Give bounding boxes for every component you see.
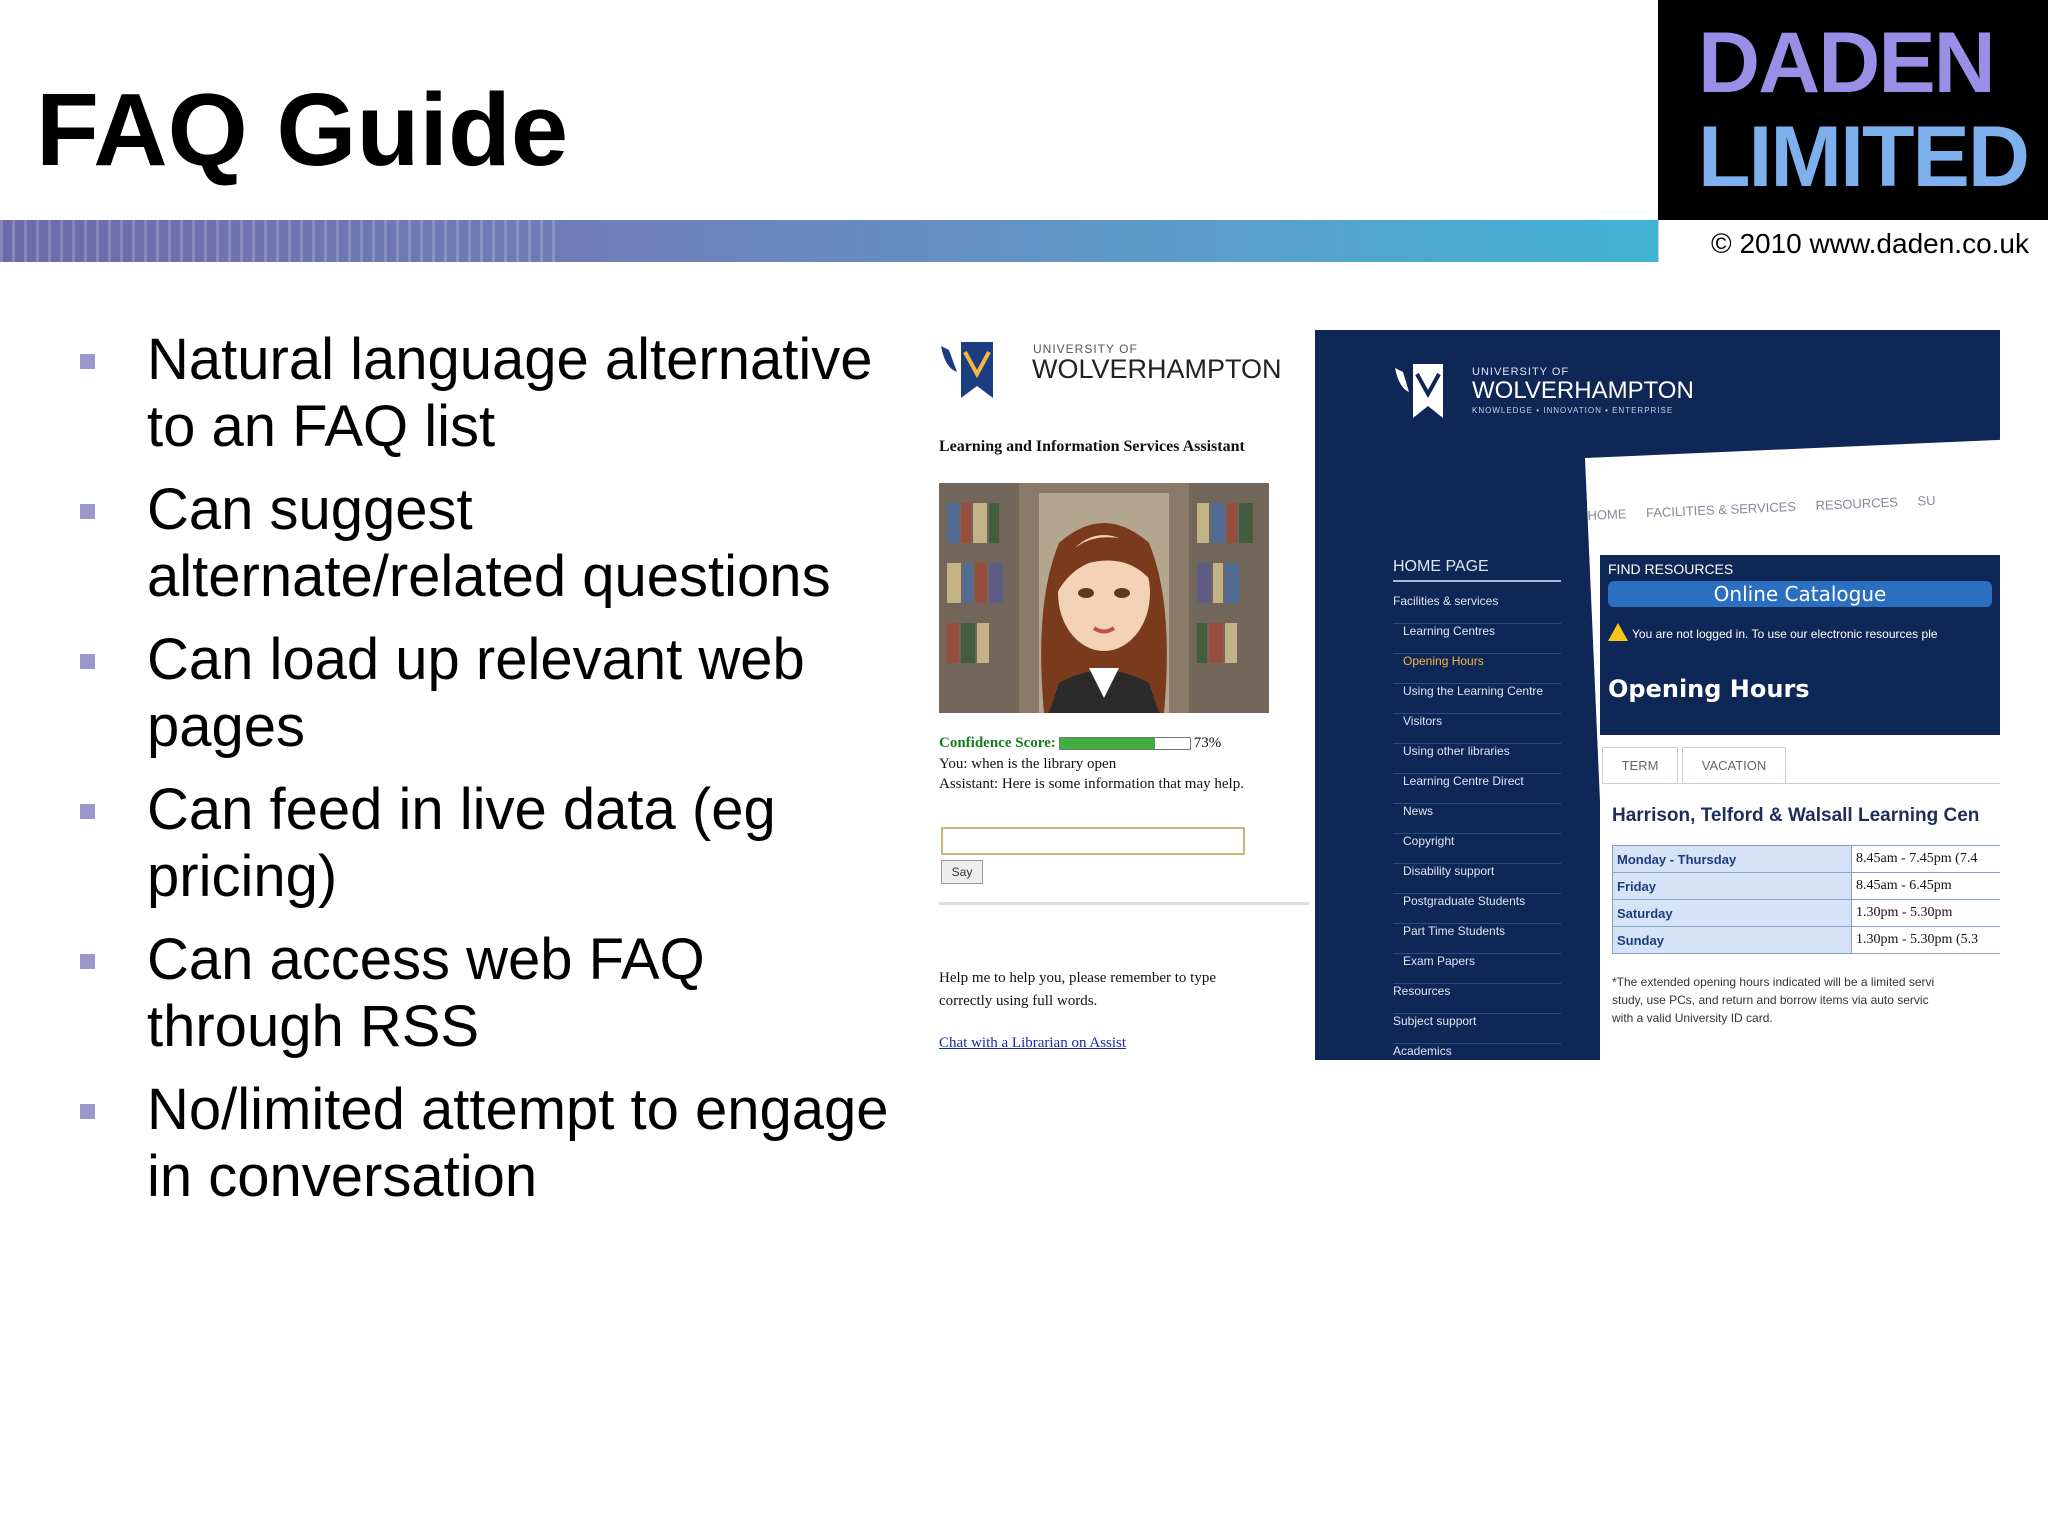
time-cell: 1.30pm - 5.30pm — [1852, 900, 2001, 927]
day-cell: Friday — [1613, 873, 1852, 900]
chat-with-librarian-link[interactable]: Chat with a Librarian on Assist — [939, 1035, 1127, 1051]
bullet-text: Natural language alternative to an FAQ list — [147, 327, 873, 459]
sidebar-item[interactable]: Copyright — [1393, 834, 1561, 864]
logo-line-1: DADEN — [1698, 15, 1994, 111]
nav-more[interactable]: SU — [1917, 492, 1936, 509]
uni-name: WOLVERHAMPTON — [1032, 354, 1282, 384]
band-stripes — [0, 220, 560, 262]
bullet-item — [0, 926, 900, 1060]
bullet-text: Can load up relevant web pages — [147, 627, 805, 759]
time-cell: 8.45am - 7.45pm (7.4 — [1852, 846, 2001, 873]
day-cell: Monday - Thursday — [1613, 846, 1852, 873]
logo-line-2: LIMITED — [1698, 109, 2028, 205]
confidence-row — [939, 735, 1221, 752]
bullet-marker-icon — [80, 354, 95, 369]
sidebar-item[interactable]: Exam Papers — [1393, 954, 1561, 984]
tab-vacation[interactable]: VACATION — [1682, 747, 1786, 784]
uni-small-label: UNIVERSITY OF — [1033, 342, 1138, 356]
bullet-marker-icon — [80, 954, 95, 969]
table-row — [1613, 900, 2001, 927]
say-button[interactable]: Say — [941, 860, 983, 884]
footnote-line-2: study, use PCs, and return and borrow items via auto servic — [1612, 993, 1929, 1007]
table-row — [1613, 846, 2001, 873]
sidebar-item[interactable]: Using other libraries — [1393, 744, 1561, 774]
bullet-item — [0, 1076, 900, 1210]
uni-name: WOLVERHAMPTON — [1472, 377, 1694, 404]
hours-content — [1600, 735, 2000, 1060]
confidence-bar-fill — [1060, 738, 1155, 749]
tab-divider — [1602, 783, 2000, 784]
sidebar-items — [1393, 594, 1561, 1060]
bullet-marker-icon — [80, 1104, 95, 1119]
assistant-screenshot — [925, 320, 1315, 1065]
tab-term[interactable]: TERM — [1602, 747, 1678, 784]
time-cell: 1.30pm - 5.30pm (5.3 — [1852, 927, 2001, 954]
uni-small-label: UNIVERSITY OF — [1472, 366, 1570, 378]
sidebar-item[interactable]: Academics — [1393, 1044, 1561, 1060]
assistant-line: Assistant: Here is some information that may help. — [939, 776, 1244, 792]
table-row — [1613, 927, 2001, 954]
bullet-marker-icon — [80, 804, 95, 819]
opening-hours-heading: Opening Hours — [1608, 675, 1810, 703]
nav-resources[interactable]: RESOURCES — [1815, 494, 1899, 513]
bullet-item — [0, 326, 900, 460]
table-row — [1613, 873, 2001, 900]
find-resources-label: FIND RESOURCES — [1608, 561, 1734, 577]
confidence-value: 73% — [1193, 735, 1222, 751]
university-logo-icon — [1395, 360, 1445, 420]
sidebar-item[interactable]: Disability support — [1393, 864, 1561, 894]
sidebar-item[interactable]: Learning Centre Direct — [1393, 774, 1561, 804]
confidence-label: Confidence Score: — [939, 735, 1056, 751]
time-cell: 8.45am - 6.45pm — [1852, 873, 2001, 900]
footnote-line-3: with a valid University ID card. — [1612, 1011, 1773, 1025]
top-nav — [1587, 489, 2000, 523]
uni-tagline: KNOWLEDGE • INNOVATION • ENTERPRISE — [1472, 406, 1674, 415]
footnote-line-1: *The extended opening hours indicated will be a limited servi — [1612, 975, 1935, 989]
bullet-text: Can feed in live data (eg pricing) — [147, 777, 776, 909]
assistant-avatar — [939, 483, 1269, 713]
chat-input[interactable] — [941, 827, 1245, 855]
nav-home[interactable]: HOME — [1587, 506, 1627, 523]
online-catalogue-button[interactable]: Online Catalogue — [1608, 581, 1992, 607]
hours-table — [1612, 845, 2000, 954]
bullet-marker-icon — [80, 654, 95, 669]
divider — [939, 902, 1309, 905]
bullet-text: Can suggest alternate/related questions — [147, 477, 831, 609]
bullet-item — [0, 776, 900, 910]
find-resources-box — [1600, 555, 2000, 735]
sidebar-item[interactable]: Subject support — [1393, 1014, 1561, 1044]
nav-facilities[interactable]: FACILITIES & SERVICES — [1645, 498, 1797, 521]
copyright-text: © 2010 www.daden.co.uk — [1711, 228, 2029, 259]
sidebar — [1393, 558, 1561, 1060]
sidebar-item[interactable]: Visitors — [1393, 714, 1561, 744]
bullet-marker-icon — [80, 504, 95, 519]
slide-title: FAQ Guide — [36, 72, 569, 187]
sidebar-item[interactable]: Postgraduate Students — [1393, 894, 1561, 924]
day-cell: Sunday — [1613, 927, 1852, 954]
warning-text: You are not logged in. To use our electronic resources ple — [1632, 627, 1938, 641]
warning-icon — [1608, 623, 1628, 641]
login-warning — [1608, 623, 1938, 641]
copyright-box — [1658, 220, 2048, 262]
day-cell: Saturday — [1613, 900, 1852, 927]
bullet-item — [0, 626, 900, 760]
sidebar-item[interactable]: News — [1393, 804, 1561, 834]
you-line: You: when is the library open — [939, 756, 1117, 772]
assistant-page-title: Learning and Information Services Assistant — [939, 438, 1245, 455]
help-line-2: correctly using full words. — [939, 993, 1098, 1009]
sidebar-item[interactable]: Part Time Students — [1393, 924, 1561, 954]
help-line-1: Help me to help you, please remember to type — [939, 970, 1216, 986]
university-logo-icon — [939, 338, 995, 400]
bullet-text: No/limited attempt to engage in conversation — [147, 1077, 889, 1209]
sidebar-item[interactable]: Learning Centres — [1393, 624, 1561, 654]
bullet-item — [0, 476, 900, 610]
campus-heading: Harrison, Telford & Walsall Learning Cen — [1612, 805, 1980, 826]
bullet-list — [0, 326, 900, 1226]
library-website-screenshot — [1315, 330, 2000, 1060]
sidebar-item[interactable]: Facilities & services — [1393, 594, 1561, 624]
confidence-bar — [1059, 737, 1191, 750]
sidebar-home-page[interactable]: HOME PAGE — [1393, 558, 1561, 582]
bullet-text: Can access web FAQ through RSS — [147, 927, 705, 1059]
sidebar-item[interactable]: Using the Learning Centre — [1393, 684, 1561, 714]
sidebar-item[interactable]: Opening Hours — [1393, 654, 1561, 684]
daden-logo — [1658, 0, 2048, 220]
sidebar-item[interactable]: Resources — [1393, 984, 1561, 1014]
